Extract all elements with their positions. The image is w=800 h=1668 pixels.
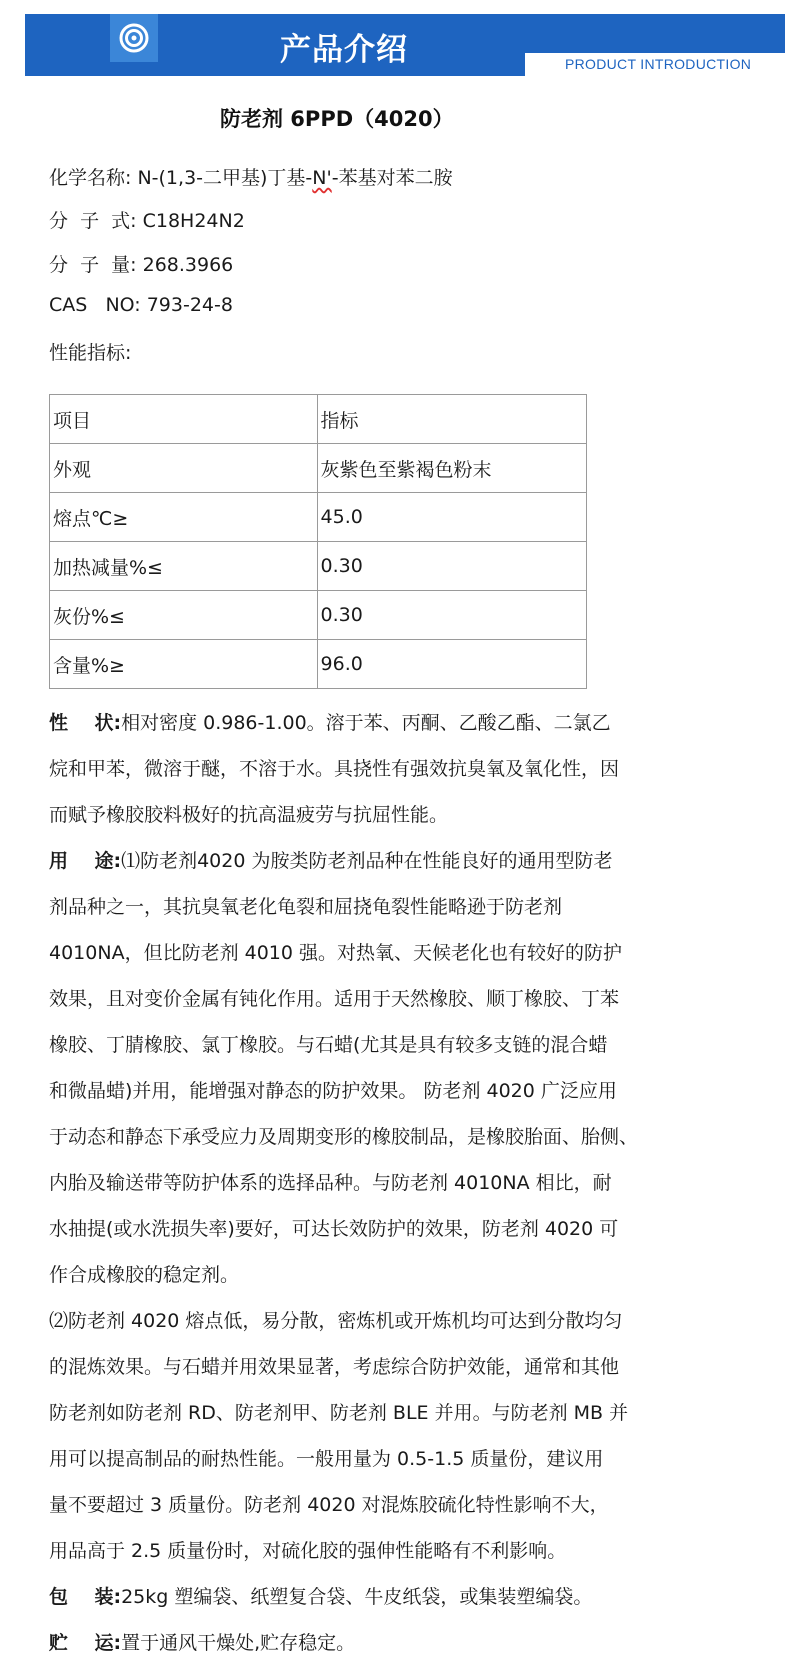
character-line: 相对密度 0.986-1.00。溶于苯、丙酮、乙酸乙酯、二氯乙 <box>121 712 611 734</box>
storage-text: 置于通风干燥处,贮存稳定。 <box>121 1632 356 1654</box>
chemical-name-label: 化学名称: <box>49 167 138 189</box>
table-cell-value: 灰紫色至紫褐色粉末 <box>317 444 586 493</box>
usage-line: 4010NA，但比防老剂 4010 强。对热氧、天候老化也有较好的防护 <box>49 942 622 964</box>
formula-row <box>49 206 245 233</box>
table-cell-item: 熔点℃≥ <box>50 493 318 542</box>
usage-line: 作合成橡胶的稳定剂。 <box>49 1264 240 1286</box>
molecular-weight-value: 268.3966 <box>142 254 234 276</box>
usage-line: 效果，且对变价金属有钝化作用。适用于天然橡胶、顺丁橡胶、丁苯 <box>49 988 620 1010</box>
banner-title: 产品介绍 <box>280 32 408 68</box>
formula-value: C18H24N2 <box>142 210 245 232</box>
character-line: 而赋予橡胶胶料极好的抗高温疲劳与抗屈性能。 <box>49 804 449 826</box>
packaging-text: 25kg 塑编袋、纸塑复合袋、牛皮纸袋，或集装塑编袋。 <box>121 1586 593 1608</box>
cas-label: CAS NO: <box>49 294 147 316</box>
banner-icon-box <box>110 14 158 62</box>
usage-line: 防老剂如防老剂 RD、防老剂甲、防老剂 BLE 并用。与防老剂 MB 并 <box>49 1402 629 1424</box>
usage-line: 用品高于 2.5 质量份时，对硫化胶的强伸性能略有不利影响。 <box>49 1540 567 1562</box>
chemical-name-value-b: N' <box>312 167 332 189</box>
table-cell-value: 0.30 <box>317 591 586 640</box>
usage-line: 内胎及输送带等防护体系的选择品种。与防老剂 4010NA 相比，耐 <box>49 1172 612 1194</box>
usage-section <box>49 838 669 1574</box>
table-header-row <box>50 395 587 444</box>
usage-line: ⑴防老剂4020 为胺类防老剂品种在性能良好的通用型防老 <box>121 850 613 872</box>
table-cell-item: 含量%≥ <box>50 640 318 689</box>
molecular-weight-row <box>49 250 233 277</box>
cas-row <box>49 294 233 316</box>
character-section <box>49 700 669 838</box>
table-row <box>50 444 587 493</box>
spec-label: 性能指标: <box>49 342 132 364</box>
header-banner <box>0 0 800 82</box>
formula-label: 分 子 式: <box>49 210 143 232</box>
table-row <box>50 542 587 591</box>
usage-label: 用 途: <box>49 850 122 872</box>
chemical-name-value-a: N-(1,3-二甲基)丁基- <box>137 167 313 189</box>
spec-table <box>49 394 587 689</box>
usage-line: 于动态和静态下承受应力及周期变形的橡胶制品，是橡胶胎面、胎侧、 <box>49 1126 639 1148</box>
usage-line: 用可以提高制品的耐热性能。一般用量为 0.5-1.5 质量份，建议用 <box>49 1448 604 1470</box>
cas-value: 793-24-8 <box>146 294 233 316</box>
table-cell-item: 灰份%≤ <box>50 591 318 640</box>
chemical-name-value-c: -苯基对苯二胺 <box>331 167 453 189</box>
table-cell-value: 96.0 <box>317 640 586 689</box>
table-row <box>50 640 587 689</box>
table-row <box>50 493 587 542</box>
table-cell-value: 0.30 <box>317 542 586 591</box>
usage-line: 和微晶蜡)并用，能增强对静态的防护效果。 防老剂 4020 广泛应用 <box>49 1080 617 1102</box>
usage-line: 橡胶、丁腈橡胶、氯丁橡胶。与石蜡(尤其是具有较多支链的混合蜡 <box>49 1034 608 1056</box>
usage-line: 水抽提(或水洗损失率)要好，可达长效防护的效果，防老剂 4020 可 <box>49 1218 619 1240</box>
banner-subtitle: PRODUCT INTRODUCTION <box>565 56 752 72</box>
molecular-weight-label: 分 子 量: <box>49 254 143 276</box>
table-row <box>50 591 587 640</box>
packaging-section <box>49 1574 669 1620</box>
character-label: 性 状: <box>49 712 122 734</box>
table-cell-item: 加热减量%≤ <box>50 542 318 591</box>
table-header-cell: 项目 <box>50 395 318 444</box>
packaging-label: 包 装: <box>49 1586 122 1608</box>
character-line: 烷和甲苯，微溶于醚，不溶于水。具挠性有强效抗臭氧及氧化性，因 <box>49 758 620 780</box>
chemical-name-row <box>49 163 453 190</box>
storage-section <box>49 1620 669 1666</box>
usage-line: ⑵防老剂 4020 熔点低，易分散，密炼机或开炼机均可达到分散均匀 <box>49 1310 623 1332</box>
usage-line: 的混炼效果。与石蜡并用效果显著，考虑综合防护效能，通常和其他 <box>49 1356 620 1378</box>
table-cell-value: 45.0 <box>317 493 586 542</box>
table-header-cell: 指标 <box>317 395 586 444</box>
table-cell-item: 外观 <box>50 444 318 493</box>
usage-line: 量不要超过 3 质量份。防老剂 4020 对混炼胶硫化特性影响不大， <box>49 1494 609 1516</box>
target-icon <box>118 22 150 54</box>
storage-label: 贮 运: <box>49 1632 122 1654</box>
usage-line: 剂品种之一，其抗臭氧老化龟裂和屈挠龟裂性能略逊于防老剂 <box>49 896 563 918</box>
product-title: 防老剂 6PPD（4020） <box>220 107 454 131</box>
